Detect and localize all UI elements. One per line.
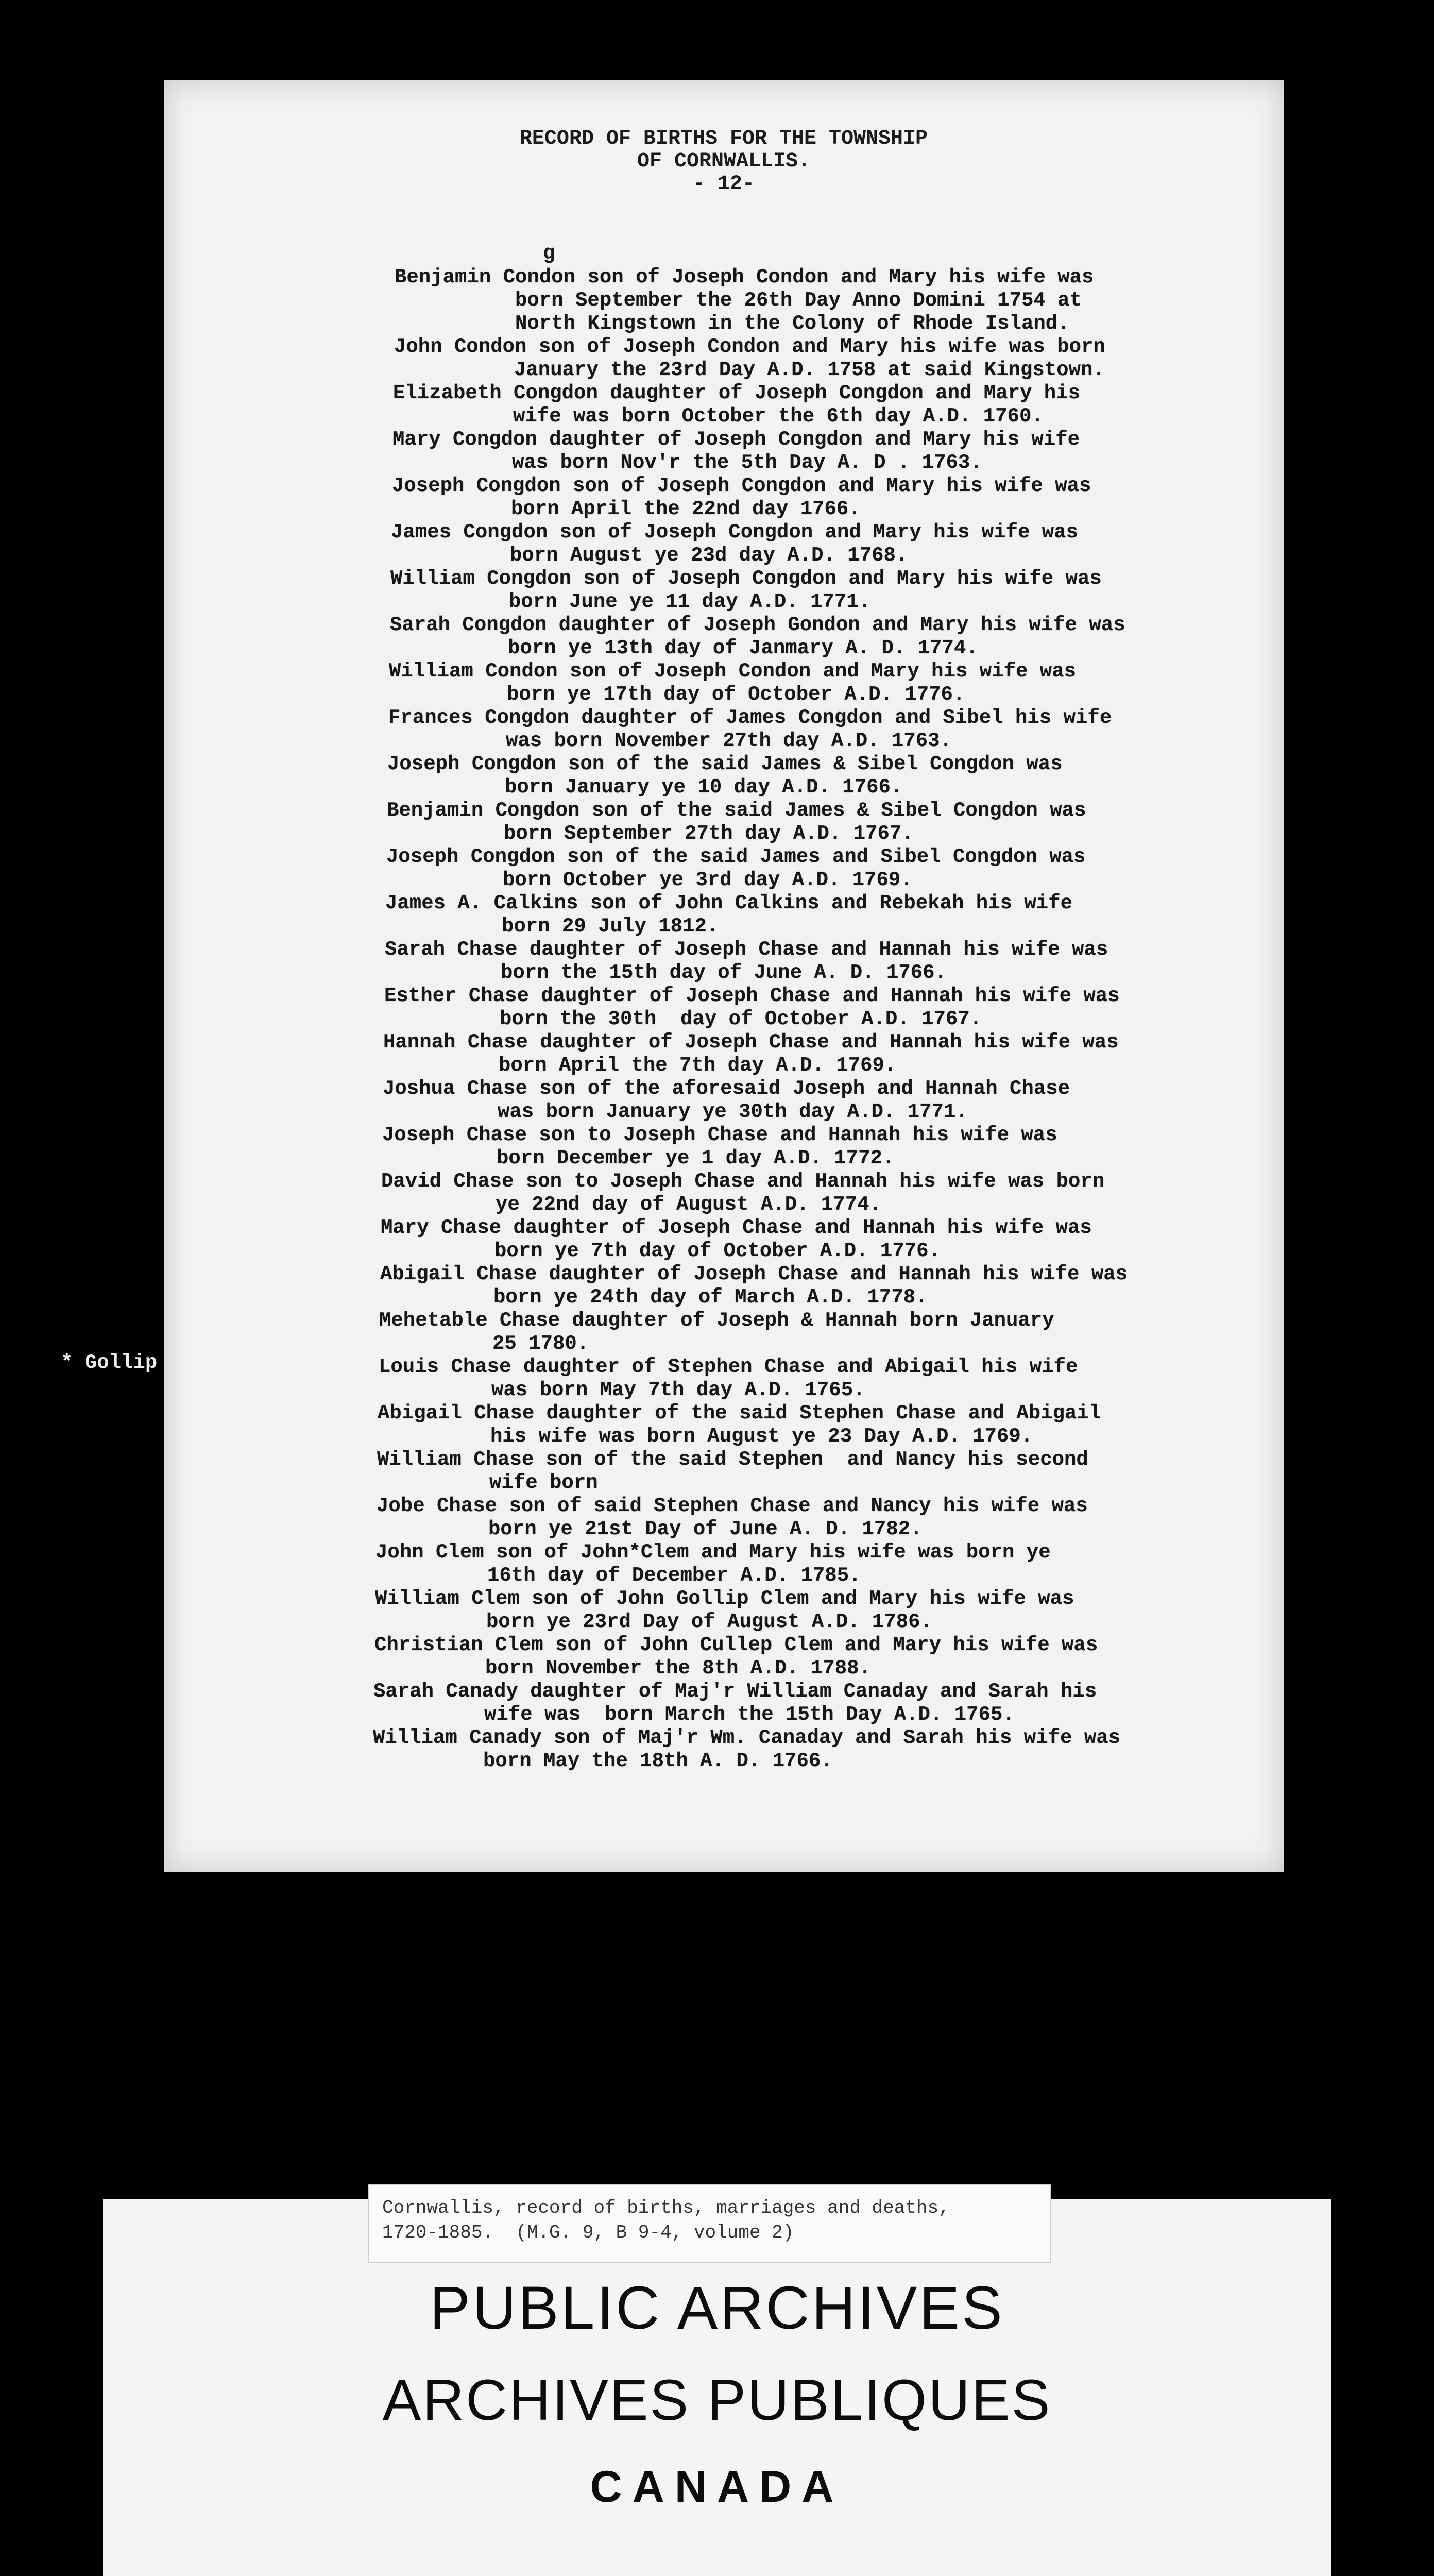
record-entry-line: Mehetable Chase daughter of Joseph & Hannah born January: [379, 1309, 1054, 1332]
record-entry-line: Hannah Chase daughter of Joseph Chase and Hannah his wife was: [383, 1031, 1119, 1054]
document-page: [164, 80, 1284, 1872]
record-continuation-line: born August ye 23d day A.D. 1768.: [510, 544, 908, 567]
record-entry-line: Joseph Congdon son of the said James & Sibel Congdon was: [387, 753, 1063, 775]
record-continuation-line: born ye 13th day of Janmary A. D. 1774.: [508, 637, 978, 659]
record-continuation-line: born the 15th day of June A. D. 1766.: [501, 961, 947, 984]
record-entry-line: Sarah Chase daughter of Joseph Chase and Hannah his wife was: [385, 938, 1108, 961]
record-entry-line: Joseph Congdon son of the said James and Sibel Congdon was: [386, 845, 1086, 868]
archive-label-card: [103, 2199, 1331, 2576]
record-heading: [164, 128, 1284, 196]
record-entry-line: Sarah Congdon daughter of Joseph Gondon and Mary his wife was: [390, 614, 1125, 636]
record-continuation-line: born January ye 10 day A.D. 1766.: [505, 776, 903, 799]
birth-records: [164, 266, 1284, 1773]
record-continuation-line: born ye 17th day of October A.D. 1776.: [507, 683, 965, 706]
record-entry-line: Elizabeth Congdon daughter of Joseph Congdon and Mary his: [393, 382, 1081, 404]
record-entry-line: James A. Calkins son of John Calkins and Rebekah his wife: [385, 892, 1073, 914]
record-continuation-line: was born May 7th day A.D. 1765.: [491, 1379, 865, 1401]
record-continuation-line: born ye 21st Day of June A. D. 1782.: [488, 1518, 923, 1540]
page-number: - 12-: [692, 173, 755, 196]
record-entry-line: John Condon son of Joseph Condon and Mary his wife was born: [394, 335, 1105, 358]
record-continuation-line: born April the 7th day A.D. 1769.: [499, 1054, 897, 1077]
archive-country: CANADA: [590, 2462, 844, 2512]
record-continuation-line: born November the 8th A.D. 1788.: [485, 1657, 871, 1680]
record-entry-line: Louis Chase daughter of Stephen Chase and Abigail his wife: [379, 1355, 1078, 1378]
record-entry-line: William Clem son of John Gollip Clem and Mary his wife was: [375, 1587, 1074, 1610]
record-entry-line: William Chase son of the said Stephen and Nancy his second: [377, 1448, 1088, 1471]
record-entry-line: Frances Congdon daughter of James Congdon and Sibel his wife: [388, 706, 1112, 729]
archive-title-french: ARCHIVES PUBLIQUES: [382, 2368, 1052, 2432]
catalog-line-2: 1720-1885. (M.G. 9, B 9-4, volume 2): [382, 2222, 794, 2243]
record-entry-line: Joseph Chase son to Joseph Chase and Hannah his wife was: [382, 1124, 1057, 1146]
record-continuation-line: January the 23rd Day A.D. 1758 at said Kingstown.: [514, 359, 1105, 381]
record-continuation-line: wife was born October the 6th day A.D. 1760.: [513, 405, 1044, 428]
record-continuation-line: born April the 22nd day 1766.: [511, 498, 861, 520]
record-continuation-line: ye 22nd day of August A.D. 1774.: [496, 1193, 881, 1216]
record-entry-line: Abigail Chase daughter of Joseph Chase and Hannah his wife was: [380, 1263, 1128, 1285]
record-continuation-line: born ye 7th day of October A.D. 1776.: [494, 1240, 941, 1262]
record-continuation-line: born 29 July 1812.: [502, 915, 719, 938]
record-entry-line: John Clem son of John*Clem and Mary his wife was born ye: [375, 1541, 1051, 1564]
record-continuation-line: born May the 18th A. D. 1766.: [483, 1750, 833, 1772]
record-entry-line: Benjamin Congdon son of the said James & Sibel Congdon was: [387, 799, 1086, 822]
record-continuation-line: born September the 26th Day Anno Domini 1754 at: [515, 289, 1082, 312]
record-entry-line: Mary Congdon daughter of Joseph Congdon and Mary his wife: [392, 428, 1080, 451]
record-continuation-line: North Kingstown in the Colony of Rhode Island.: [515, 312, 1070, 335]
record-entry-line: Esther Chase daughter of Joseph Chase and Hannah his wife was: [384, 985, 1120, 1007]
record-entry-line: William Condon son of Joseph Condon and Mary his wife was: [389, 660, 1077, 683]
record-entry-line: David Chase son to Joseph Chase and Hannah his wife was born: [381, 1170, 1105, 1193]
record-continuation-line: born September 27th day A.D. 1767.: [504, 822, 914, 845]
heading-line-2: OF CORNWALLIS.: [637, 150, 811, 173]
archive-title-english: PUBLIC ARCHIVES: [430, 2274, 1004, 2342]
record-entry-line: Abigail Chase daughter of the said Stephen Chase and Abigail: [378, 1402, 1101, 1425]
record-continuation-line: born June ye 11 day A.D. 1771.: [509, 590, 871, 613]
record-continuation-line: wife was born March the 15th Day A.D. 1765.: [484, 1703, 1015, 1726]
record-entry-line: Christian Clem son of John Cullep Clem and Mary his wife was: [374, 1634, 1098, 1656]
stray-mark: g: [543, 242, 556, 265]
record-continuation-line: 25 1780.: [492, 1332, 589, 1355]
record-entry-line: Joseph Congdon son of Joseph Congdon and Mary his wife was: [392, 474, 1091, 497]
catalog-line-1: Cornwallis, record of births, marriages and deaths,: [382, 2197, 950, 2218]
catalog-label: [368, 2184, 1051, 2263]
record-continuation-line: born October ye 3rd day A.D. 1769.: [503, 869, 913, 891]
record-continuation-line: 16th day of December A.D. 1785.: [487, 1564, 861, 1587]
record-entry-line: Jobe Chase son of said Stephen Chase and Nancy his wife was: [377, 1495, 1088, 1517]
record-entry-line: Mary Chase daughter of Joseph Chase and Hannah his wife was: [381, 1216, 1092, 1239]
margin-note: * Gollip: [61, 1351, 158, 1374]
record-continuation-line: was born Nov'r the 5th Day A. D . 1763.: [512, 451, 982, 474]
record-entry-line: William Congdon son of Joseph Congdon and Mary his wife was: [390, 567, 1102, 590]
record-entry-line: William Canady son of Maj'r Wm. Canaday and Sarah his wife was: [373, 1726, 1121, 1749]
record-continuation-line: born December ye 1 day A.D. 1772.: [497, 1147, 895, 1170]
record-continuation-line: born ye 24th day of March A.D. 1778.: [493, 1286, 928, 1309]
record-entry-line: Benjamin Condon son of Joseph Condon and Mary his wife was: [395, 266, 1094, 289]
record-continuation-line: was born November 27th day A.D. 1763.: [506, 730, 952, 752]
record-continuation-line: his wife was born August ye 23 Day A.D. 1769.: [490, 1425, 1033, 1448]
record-continuation-line: was born January ye 30th day A.D. 1771.: [498, 1100, 968, 1123]
record-continuation-line: born the 30th day of October A.D. 1767.: [500, 1008, 982, 1030]
record-continuation-line: born ye 23rd Day of August A.D. 1786.: [486, 1611, 932, 1633]
record-entry-line: James Congdon son of Joseph Congdon and Mary his wife was: [391, 521, 1079, 544]
record-continuation-line: wife born: [489, 1471, 598, 1494]
heading-line-1: RECORD OF BIRTHS FOR THE TOWNSHIP: [519, 127, 928, 150]
record-entry-line: Sarah Canady daughter of Maj'r William Canaday and Sarah his: [373, 1680, 1097, 1703]
record-entry-line: Joshua Chase son of the aforesaid Joseph and Hannah Chase: [383, 1077, 1070, 1100]
